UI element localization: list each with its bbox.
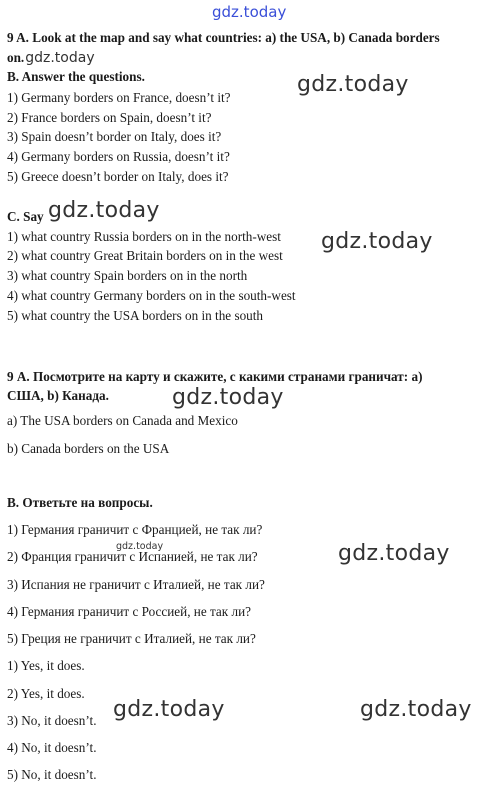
watermark-2: gdz.today	[48, 198, 160, 223]
c-item-1: 1) what country Russia borders on in the north-west	[7, 229, 281, 244]
watermark-5: gdz.today	[338, 541, 450, 566]
c-item-4: 4) what country Germany borders on in the south-west	[7, 288, 296, 303]
section-b-heading: B. Answer the questions.	[7, 69, 145, 84]
ru-question-1: 1) Германия граничит с Францией, не так ли?	[7, 522, 263, 537]
ru-question-4: 4) Германия граничит с Россией, не так ли?	[7, 604, 251, 619]
answer-a: a) The USA borders on Canada and Mexico	[7, 413, 238, 428]
ru-task-line1: 9 А. Посмотрите на карту и скажите, с какими странами граничат: а)	[7, 369, 423, 384]
watermark-inline: gdz.today	[25, 50, 95, 66]
answer-b: b) Canada borders on the USA	[7, 441, 170, 456]
b-question-3: 3) Spain doesn’t border on Italy, does it?	[7, 129, 222, 144]
b-question-2: 2) France borders on Spain, doesn’t it?	[7, 110, 212, 125]
watermark-1: gdz.today	[297, 72, 409, 97]
answer-3: 3) No, it doesn’t.	[7, 713, 97, 728]
c-item-3: 3) what country Spain borders on in the north	[7, 268, 248, 283]
task-heading-line2	[7, 50, 94, 66]
c-item-5: 5) what country the USA borders on in the south	[7, 308, 264, 323]
ru-question-5: 5) Греция не граничит с Италией, не так ли?	[7, 631, 256, 646]
c-item-2: 2) what country Great Britain borders on in the west	[7, 248, 283, 263]
watermark-3: gdz.today	[321, 229, 433, 254]
ru-question-3: 3) Испания не граничит с Италией, не так ли?	[7, 577, 265, 592]
task-heading-line1: 9 A. Look at the map and say what countries: a) the USA, b) Canada borders	[7, 30, 440, 45]
ru-section-b-heading: В. Ответьте на вопросы.	[7, 495, 153, 510]
section-c-heading: C. Say	[7, 209, 44, 224]
b-question-1: 1) Germany borders on France, doesn’t it?	[7, 90, 231, 105]
answer-5: 5) No, it doesn’t.	[7, 767, 97, 782]
b-question-4: 4) Germany borders on Russia, doesn’t it?	[7, 149, 230, 164]
watermark-7: gdz.today	[360, 697, 472, 722]
ru-task-line2: США, b) Канада.	[7, 388, 109, 403]
watermark-top: gdz.today	[212, 3, 287, 21]
watermark-6: gdz.today	[113, 697, 225, 722]
watermark-small: gdz.today	[116, 541, 164, 552]
answer-1: 1) Yes, it does.	[7, 658, 85, 673]
answer-4: 4) No, it doesn’t.	[7, 740, 97, 755]
answer-2: 2) Yes, it does.	[7, 686, 85, 701]
b-question-5: 5) Greece doesn’t border on Italy, does it?	[7, 169, 229, 184]
task-heading-on: on.	[7, 50, 25, 65]
watermark-4: gdz.today	[172, 385, 284, 410]
ru-question-2: 2) Франция граничит с Испанией, не так ли?	[7, 549, 258, 564]
